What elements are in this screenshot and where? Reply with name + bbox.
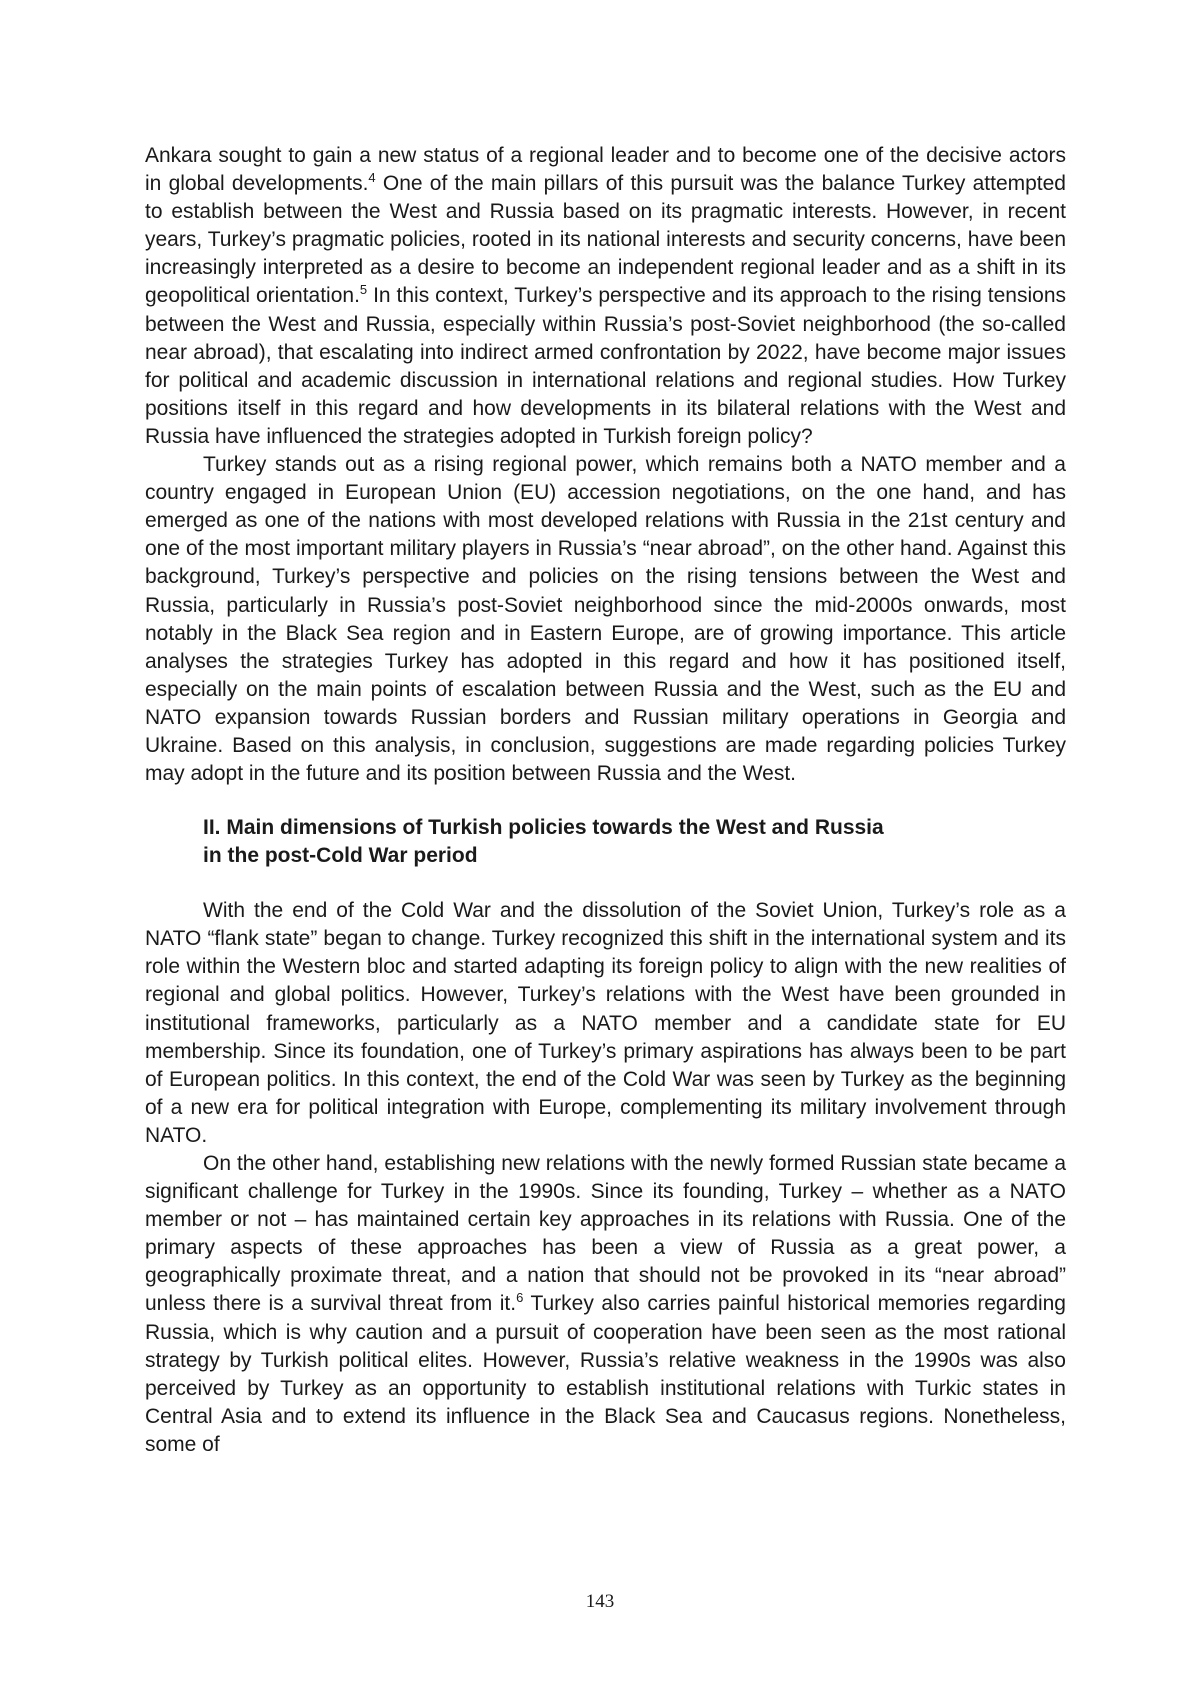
paragraph-cold-war: With the end of the Cold War and the dissolution of the Soviet Union, Turkey’s role as a NATO “flank state” began to change. Turkey recognized this shift in the international system and its role within the Western bloc and started adapting its foreign policy to align with the new realities of regional and global politics. However, Turkey’s relations with the West have been grounded in institutional frameworks, particularly as a NATO member and a candidate state for EU membership. Since its foundation, one of Turkey’s primary aspirations has always been to be part of European politics. In this context, the end of the Cold War was seen by Turkey as the beginning of a new era for political integration with Europe, complementing its military involvement through NATO. [145, 899, 1066, 1147]
paragraph-russia-text-1: On the other hand, establishing new relations with the newly formed Russian state became a significant challenge for Turkey in the 1990s. Since its founding, Turkey – whether as a NATO member or not – has maintained certain key approaches in its relations with Russia. One of the primary aspects of these approaches has been a view of Russia as a great power, a geographically proximate threat, and a nation that should not be provoked in its “near abroad” unless there is a survival threat from it. [145, 1152, 1066, 1316]
page-body [145, 142, 1066, 1459]
paragraph-rising-power: Turkey stands out as a rising regional power, which remains both a NATO member and a country engaged in European Union (EU) accession negotiations, on the one hand, and has emerged as one of the nations with most developed relations with Russia in the 21st century and one of the most important military players in Russia’s “near abroad”, on the other hand. Against this background, Turkey’s perspective and policies on the rising tensions between the West and Russia, particularly in Russia’s post-Soviet neighborhood since the mid-2000s onwards, most notably in the Black Sea region and in Eastern Europe, are of growing importance. This article analyses the strategies Turkey has adopted in this regard and how it has positioned itself, especially on the main points of escalation between Russia and the West, such as the EU and NATO expansion towards Russian borders and Russian military operations in Georgia and Ukraine. Based on this analysis, in conclusion, suggestions are made regarding policies Turkey may adopt in the future and its position between Russia and the West. [145, 453, 1066, 786]
paragraph-intro [145, 142, 1066, 451]
paragraph-russia-text-2: Turkey also carries painful historical memories regarding Russia, which is why caution and a pursuit of cooperation have been seen as the most rational strategy by Turkish political elites. However, Russia’s relative weakness in the 1990s was also perceived by Turkey as an opportunity to establish institutional relations with Turkic states in Central Asia and to extend its influence in the Black Sea and Caucasus regions. Nonetheless, some of [145, 1292, 1066, 1456]
paragraph-intro-text-2: One of the main pillars of this pursuit was the balance Turkey attempted to establish between the West and Russia based on its pragmatic interests. However, in recent years, Turkey’s pragmatic policies, rooted in its national interests and security concerns, have been increasingly interpreted as a desire to become an independent regional leader and as a shift in its geopolitical orientation. [145, 172, 1066, 308]
paragraph-intro-text-1: Ankara sought to gain a new status of a regional leader and to become one of the decisive actors in global developments. [145, 144, 1066, 196]
section-heading-line-1: II. Main dimensions of Turkish policies towards the West and Russia [203, 816, 884, 840]
footnote-ref-5[interactable]: 5 [359, 282, 368, 298]
footnote-ref-4[interactable]: 4 [368, 170, 376, 186]
paragraph-russia-relations [145, 1150, 1066, 1459]
paragraph-intro-text-3: In this context, Turkey’s perspective and its approach to the rising tensions between the West and Russia, especially within Russia’s post-Soviet neighborhood (the so-called near abroad), that escalating into indirect armed confrontation by 2022, have become major issues for political and academic discussion in international relations and regional studies. How Turkey positions itself in this regard and how developments in its bilateral relations with the West and Russia have influenced the strategies adopted in Turkish foreign policy? [145, 284, 1067, 448]
section-heading [203, 814, 983, 870]
section-heading-line-2: in the post-Cold War period [203, 844, 478, 868]
page-number: 143 [585, 1591, 615, 1612]
footnote-ref-6[interactable]: 6 [516, 1290, 524, 1306]
